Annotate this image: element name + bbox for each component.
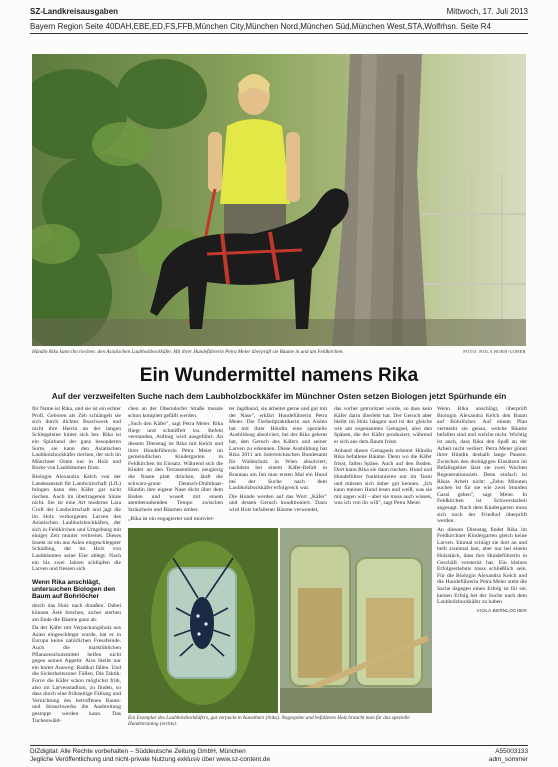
paragraph: An diesem Dienstag findet Rika im Feldkirchner Kindergarten gleich keine Larven. Einmal schlägt sie dort an und bellt zweimal laut, aber nur bei einem Holzstück, dass ihre Hundeführerin in Geschäft versteckt hat. Ein kleines Erfolgserlebnis muss schließlich sein. Für die Biologin Alexandra Kelch und die Hundeführerin Petra Meier steht die Sache dagegen einen Erfolg ist für sie, keinen Erfolg bei der Suche nach dem Laubholzbockkäfer zu haben.: [437, 526, 527, 606]
document-id: A55003133: [495, 748, 528, 755]
paragraph: Biologin Alexandra Kelch von der Landesanstalt für Landwirtschaft (LfL) bringen kann den Käfer gar nicht riechen. Auch im übertragenen Sinne nicht. Sie ist eine Art moderne Lara Croft der Landwirtschaft und jagt die im Holz verborgenen Larven des Asiatischen Laubholzbockkäfers, der sich in Feldkirchen und Umgebung mit einiger Zeit munter verbreitet. Dieses Insekt ist ein aus Asien eingeschleppter Schädling, der im Holz von Laubbäumen seine Eier ablegt. Nach ein bis zwei Jahren schlüpfen die Larven und fressen sich: [32, 473, 121, 573]
crosshead: Wenn Rika anschlägt, untersuchen Biologen den Baum auf Bohrlöcher: [32, 578, 116, 601]
photo-caption: [32, 349, 526, 355]
usage-notice: Jegliche Veröffentlichung und nicht-private Nutzung exklusiv über www.sz-content.de: [30, 756, 271, 763]
article-headline: Ein Wundermittel namens Rika: [139, 365, 419, 386]
article-column-4: [334, 406, 432, 524]
photo-caption-text: Hündin Rika kann ihn riechen: den Asiatischen Laubholzbockkäfer. Mit ihrer Hundeführerin Petra Meier überprüft sie Bäume in und um Feldkirchen.: [32, 349, 344, 355]
article-subheadline: Auf der verzweifelten Suche nach dem Laubholzbockkäfer im Münchner Osten setzen Biologen jetzt Spürhunde ein: [51, 391, 507, 401]
paragraph: „Rika ist ein engagierter und motivier-: [128, 515, 215, 522]
issue-date: Mittwoch, 17. Juli 2013: [446, 7, 528, 16]
paragraph: Da der Käfer mit Verpackungsholz aus Asien eingeschleppt wurde, hat er in Europa keine natürlichen Fressfeinde. Auch die marktüblichen Pflanzenschutzmittel helfen nicht gegen seinen Appetit. Also bleibt nur ein harter Ausweg: Radikal fällen. Und die Sicherheitszone: Fällen. Die Taktik: Force die Käfer schon möglichst früh, also im Larvenstadium, zu finden, so dass durch eine frühzeitige Fällung und Vernichtung des betroffenen Baum- und Strauchwerks die Ausbreitung gestoppt werden kann. Das Tuchenwäld-: [32, 625, 121, 724]
author-signature: VIOLA BERNLOCHER: [476, 607, 527, 613]
article-column-1: [32, 406, 121, 730]
page-footer: [30, 745, 528, 764]
copyright-line: DIZdigital: Alle Rechte vorbehalten – Süddeutsche Zeitung GmbH, München: [30, 748, 246, 755]
paragraph: Ihr Name ist Rika, und sie ist ein echter Profi. Geboren als Zeh schlängelt sie sich durch dichtes Buschwerk und nicht ihre Herrin an der langen Schleppleine hinter sich her. Rika ist ein Spürhund der ganz besonderen Sorte, sie kann den Asiatischen Laubholzbockkäfer riechen, der sich im Münchner Osten nur in Holz und Borke von Laubbäumen frisst.: [32, 406, 121, 472]
paragraph: Wenn Rika anschlägt, überprüft Biologin Alexandra Kelch den Baum auf Bohrlöcher. Auf einem Plan vermerkt sie genau, welche Bäume befallen sind und welche nicht. Wichtig ist auch, dass Rika den Spaß an der Arbeit nicht verliert. Petra Meier gönnt ihrer Hündin deshalb lange Pausen. Zwischen den dreitägigen Einsätzen im Befallsgebiet lässt sie zwei Wochen Regenerationszeit. Denn einfach ist Rikas Arbeit nicht: „Zehn Minuten suchen ist für sie wie zwei Stunden Gassi gehen", sagt Meier. In Feldkirchen ist Schwerstarbeit angesagt. Nach dem Kindergarten muss sich noch der Friedhof überprüft werden.: [437, 406, 527, 525]
photo-credit: FOTO: NOLA BORN-LOHER: [463, 349, 526, 354]
article-column-3: [229, 406, 327, 524]
account-name: adm_sommer: [488, 756, 528, 763]
paragraph: durch das Holz nach draußen. Dabei können Äste brechen, sicher sterben am Ende die Bäume ganz ab.: [32, 603, 121, 623]
paragraph: „Such den Käfer", sagt Petra Meier. Rika fliegt und schnüffelt los. Befehl verstanden, Auftrag wird ausgeführt. An diesem Dienstag ist Rika mit Kelch und ihrer Hundeführerin Petra Meier im gemeindlichen Kindergarten in Feldkirchen im Einsatz. Während sich die Kinder an den Terrassentüren neugierig die Nasen platt drücken, läuft die schwarz-graue Deutsch-Drahthaar-Hündin ihre eigene Nase dicht über dem Boden und wuselt mit einem atemberaubenden Tempo zwischen Sträuchern und Bäumen umher.: [128, 421, 223, 513]
article-column-5: [437, 406, 527, 730]
photo-illustration: [32, 54, 526, 346]
paper-name: SZ-Landkreisausgaben: [30, 7, 119, 16]
main-photo: [32, 54, 526, 346]
inset-illustration: [128, 528, 432, 713]
page-header: [30, 7, 528, 16]
paragraph: Die Hunde werden auf das Wort „Käfer" und dessen Geruch konditioniert. Dazu wird Holz befallener Bäume verwendet,: [229, 493, 327, 513]
article-column-2: [128, 406, 223, 524]
paragraph: chen an der Oberndorfer Straße musste schon komplett gefällt werden.: [128, 406, 223, 419]
paragraph: Anhand dieses Genagsels erkennt Hündin Rika befallene Bäume. Denn wo die Käfer frisst, fallen Späne. Auch auf den Boden. Dort kann Rika sie dann riechen. Hund und Hundeführer funktionieren nur im Team und müssen sich daher gut kennen. „Ich kann meinen Hund lesen und weiß, was sie mir sagen will – aber sie muss auch wissen, was ich von ihr will", sagt Petra Meier.: [334, 447, 432, 507]
region-line: Bayern Region Seite 40DAH,EBE,ED,FS,FFB,München City,München Nord,München Süd,München West,STA,Wolfrhsn. Seite R4: [30, 19, 528, 34]
inset-photos: [128, 528, 432, 713]
paragraph: das vorher getrocknet wurde, so dass kein Käfer darin überlebt hat. Der Geruch aber bleibt im Holz hängen und ist der gleiche wie am sogenannten Genagsel, also den Spänen, die der Käfer produziert, während er sich aus dem Baum frisst.: [334, 406, 432, 445]
paragraph: ter Jagdhund, sie arbeitet gerne und gut mit der Nase", erklärt Hundeführerin Petra Meier. Die Tierheilpraktikerin aus Aislen hat mit ihrer Hündin eine spezielle Ausbildung absolviert, bei der Rika gelernt hat, den Geruch des Käfers und seiner Larven zu erkennen. Diese Ausbildung hat Rika 2011 am österreichischen Bundesamt für Waldschutz in Wien absolviert, nachdem bei einem Käfer-Befall in Braunau am Inn man ersten Mal ein Hund bei der Suche nach dem Laubholzbockkäfer erfolgreich war.: [229, 406, 327, 492]
inset-caption: Ein Exemplar des Laubholzbockkäfers, gut verpackt in Kunstharz (links). Nagespäne und befallenes Holz braucht man für das spezielle Hundetraining (rechts).: [128, 715, 410, 727]
